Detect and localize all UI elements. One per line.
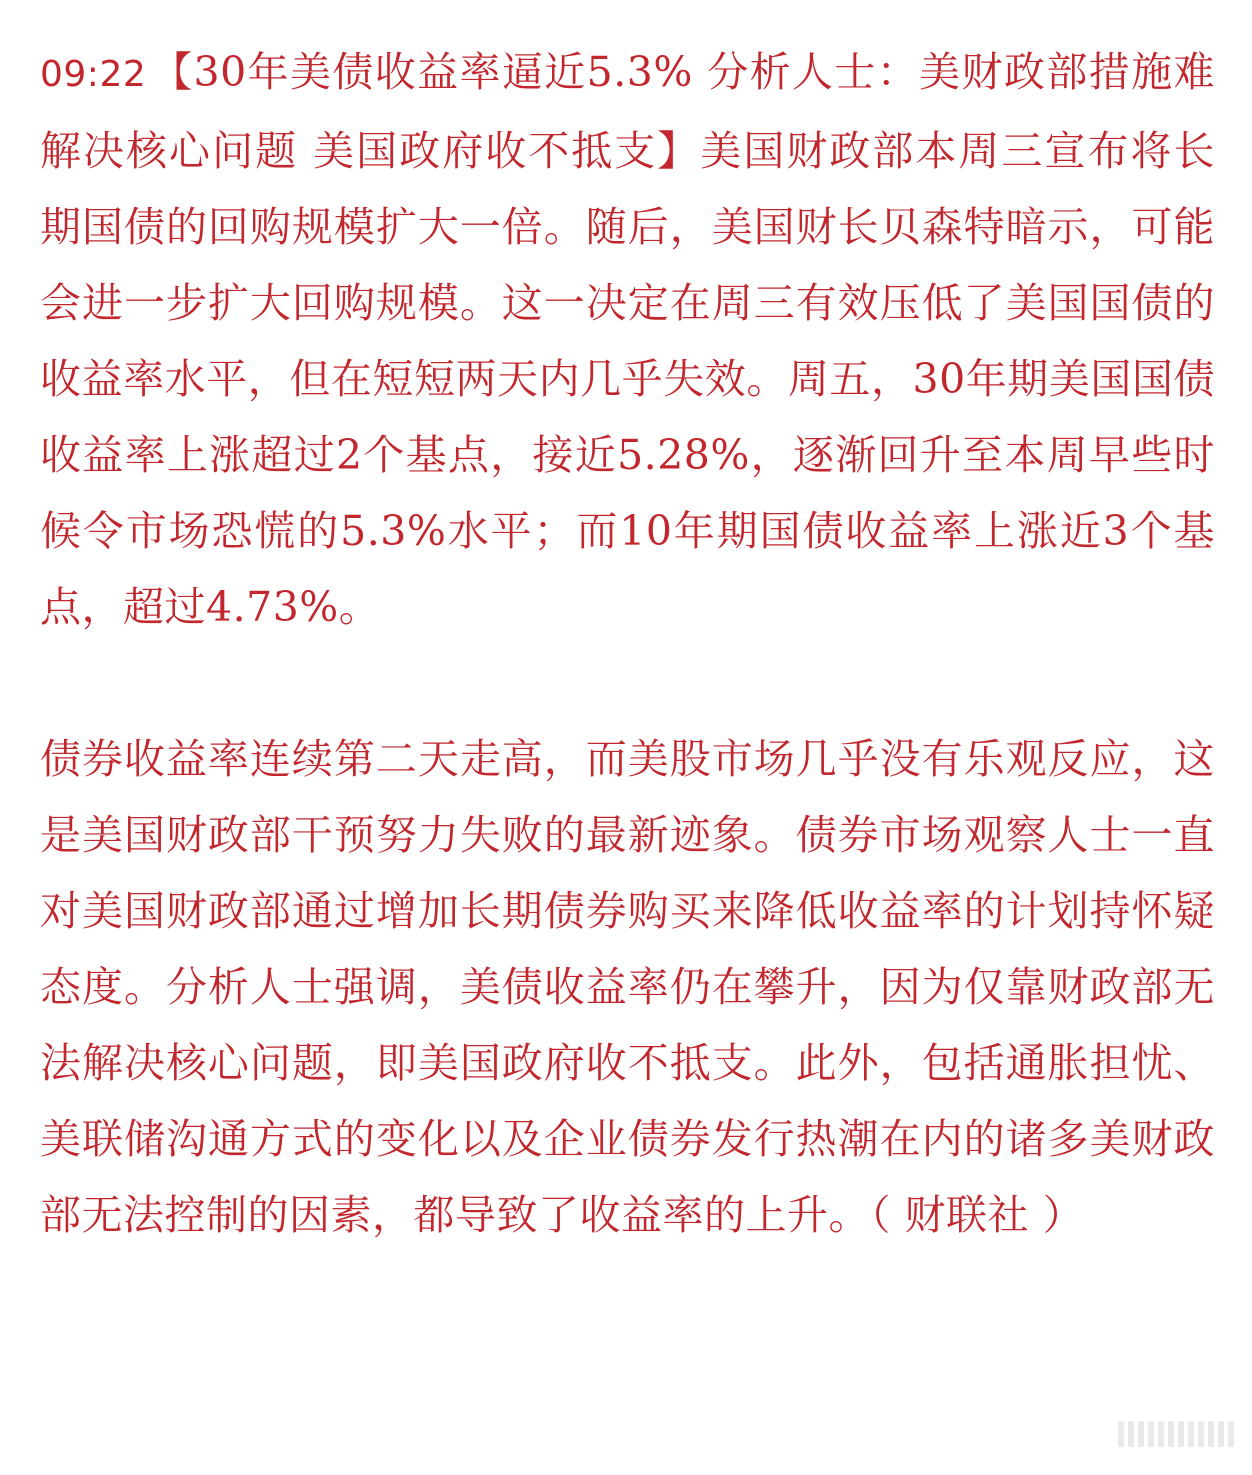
paragraph-2: 债券收益率连续第二天走高，而美股市场几乎没有乐观反应，这是美国财政部干预努力失败的最新迹象。债券市场观察人士一直对美国财政部通过增加长期债券购买来降低收益率的计划持怀疑态度。分析人士强调，美债收益率仍在攀升，因为仅靠财政部无法解决核心问题，即美国政府收不抵支。此外，包括通胀担忧、美联储沟通方式的变化以及企业债券发行热潮在内的诸多美财政部无法控制的因素，都导致了收益率的上升。（ 财联社 ）: [40, 735, 1215, 1239]
paragraph-1-text: 【30年美债收益率逼近5.3% 分析人士：美财政部措施难解决核心问题 美国政府收不抵支】美国财政部本周三宣布将长期国债的回购规模扩大一倍。随后，美国财长贝森特暗示，可能会进一步扩大回购规模。这一决定在周三有效压低了美国国债的收益率水平，但在短短两天内几乎失效。周五，30年期美国国债收益率上涨超过2个基点，接近5.28%，逐渐回升至本周早些时候令市场恐慌的5.3%水平；而10年期国债收益率上涨近3个基点，超过4.73%。: [40, 48, 1215, 631]
paragraph-1: [40, 34, 1215, 645]
article-body: [40, 34, 1215, 1253]
watermark-icon: [1118, 1421, 1234, 1447]
timestamp: 09:22: [40, 54, 147, 95]
